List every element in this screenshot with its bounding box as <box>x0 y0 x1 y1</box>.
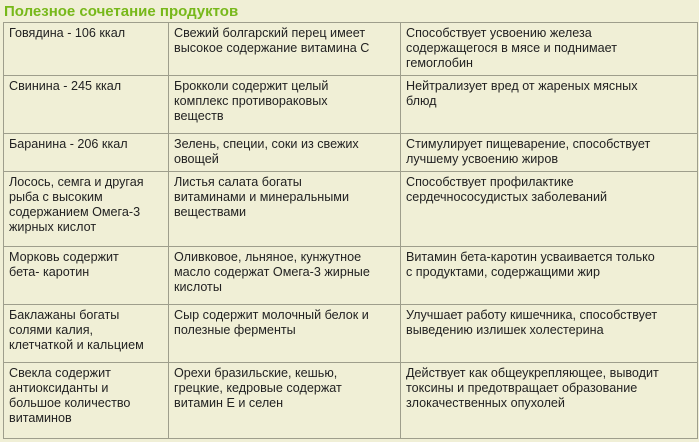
product-text: Свинина - 245 ккал <box>9 79 122 93</box>
product-text: Лосось, семга и другая рыба с высоким содержанием Омега-3 жирных кислот <box>9 175 144 234</box>
table-row <box>4 363 698 439</box>
product-text: Говядина - 106 ккал <box>9 26 126 40</box>
pair-cell <box>169 363 401 439</box>
product-cell <box>4 305 169 363</box>
pair-text: Листья салата богаты витаминами и минеральными веществами <box>174 175 350 219</box>
pair-text: Свежий болгарский перец имеет высокое содержание витамина С <box>174 26 370 55</box>
pair-text: Орехи бразильские, кешью, грецкие, кедровые содержат витамин Е и селен <box>174 366 342 410</box>
effect-cell <box>401 76 698 134</box>
effect-text: Стимулирует пищеварение, способствует лучшему усвоению жиров <box>406 137 651 166</box>
product-text: Баклажаны богаты солями калия, клетчаткой и кальцием <box>9 308 144 352</box>
pair-cell <box>169 76 401 134</box>
effect-cell <box>401 247 698 305</box>
effect-cell <box>401 172 698 247</box>
table-row <box>4 134 698 172</box>
effect-cell <box>401 23 698 76</box>
product-text: Баранина - 206 ккал <box>9 137 128 151</box>
product-cell <box>4 247 169 305</box>
pair-text: Зелень, специи, соки из свежих овощей <box>174 137 359 166</box>
product-cell <box>4 363 169 439</box>
table-row <box>4 247 698 305</box>
pair-cell <box>169 172 401 247</box>
pair-cell <box>169 134 401 172</box>
pair-cell <box>169 305 401 363</box>
table-row <box>4 76 698 134</box>
table-row <box>4 172 698 247</box>
product-cell <box>4 76 169 134</box>
page-title: Полезное сочетание продуктов <box>4 3 239 20</box>
product-cell <box>4 172 169 247</box>
table-row <box>4 23 698 76</box>
effect-text: Действует как общеукрепляющее, выводит токсины и предотвращает образование злокачественных опухолей <box>406 366 659 410</box>
pair-cell <box>169 23 401 76</box>
pair-text: Оливковое, льняное, кунжутное масло содержат Омега-3 жирные кислоты <box>174 250 370 294</box>
food-combination-table <box>3 22 698 439</box>
product-text: Морковь содержит бета- каротин <box>9 250 119 279</box>
effect-text: Нейтрализует вред от жареных мясных блюд <box>406 79 638 108</box>
effect-cell <box>401 363 698 439</box>
product-text: Свекла содержит антиоксиданты и большое количество витаминов <box>9 366 131 425</box>
pair-cell <box>169 247 401 305</box>
product-cell <box>4 23 169 76</box>
table-row <box>4 305 698 363</box>
product-cell <box>4 134 169 172</box>
effect-text: Витамин бета-каротин усваивается только с продуктами, содержащими жир <box>406 250 655 279</box>
effect-text: Способствует усвоению железа содержащегося в мясе и поднимает гемоглобин <box>406 26 618 70</box>
pair-text: Брокколи содержит целый комплекс противораковых веществ <box>174 79 329 123</box>
effect-cell <box>401 134 698 172</box>
effect-text: Улучшает работу кишечника, способствует выведению излишек холестерина <box>406 308 658 337</box>
effect-cell <box>401 305 698 363</box>
effect-text: Способствует профилактике сердечнососудистых заболеваний <box>406 175 608 204</box>
pair-text: Сыр содержит молочный белок и полезные ферменты <box>174 308 369 337</box>
